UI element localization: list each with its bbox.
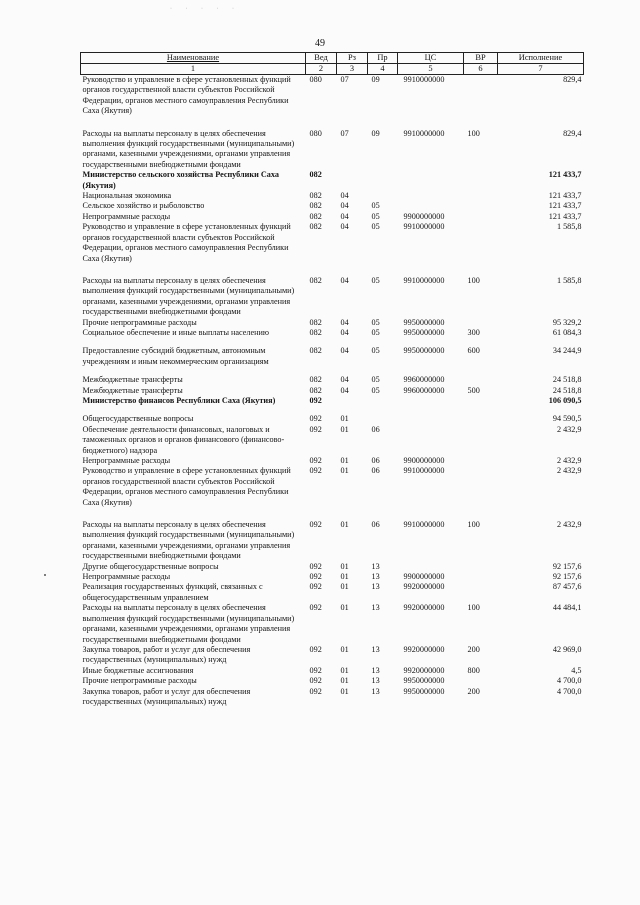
- row-amount: 1 585,8: [556, 275, 582, 285]
- row-amount: 92 157,6: [552, 561, 582, 571]
- row-ved: 082: [309, 191, 322, 201]
- row-cs: 9950000000: [403, 686, 445, 696]
- row-cs: 9910000000: [403, 222, 445, 232]
- row-vr: [464, 425, 498, 456]
- row-amount: 2 432,9: [556, 456, 582, 465]
- row-name: Общегосударственные вопросы: [82, 414, 194, 424]
- row-vr: [464, 466, 498, 520]
- row-vr: [464, 75, 498, 129]
- table-body: [81, 75, 584, 708]
- table-row: [81, 386, 584, 396]
- row-ved: 092: [309, 414, 322, 424]
- table-row: [81, 191, 584, 201]
- table-row: [81, 687, 584, 708]
- row-name: Расходы на выплаты персоналу в целях обеспечения выполнения функций государственными (муниципальными) органами, казенными учреждениями, органами управления государственными внебюджетными фондами: [82, 128, 295, 169]
- header-vr: ВР: [464, 53, 498, 64]
- row-rz: 01: [340, 686, 349, 696]
- row-cs: 9920000000: [403, 644, 445, 654]
- row-name: Министерство финансов Республики Саха (Якутия): [82, 395, 276, 405]
- row-rz: 01: [340, 520, 349, 530]
- row-vr: [464, 456, 498, 466]
- column-number: 4: [368, 64, 398, 75]
- row-ved: 092: [309, 676, 322, 686]
- row-pr: [368, 414, 398, 424]
- row-name: Закупка товаров, работ и услуг для обеспечения государственных (муниципальных) нужд: [82, 644, 251, 665]
- row-cs: 9900000000: [403, 572, 445, 582]
- column-number: 3: [337, 64, 368, 75]
- row-rz: [337, 396, 368, 414]
- row-ved: 080: [309, 128, 322, 138]
- row-cs: 9950000000: [403, 317, 445, 327]
- row-rz: 01: [340, 456, 349, 465]
- row-amount: 2 432,9: [556, 466, 582, 476]
- row-amount: 829,4: [563, 75, 582, 84]
- row-name: Межбюджетные трансферты: [82, 375, 183, 385]
- row-name: Расходы на выплаты персоналу в целях обеспечения выполнения функций государственными (муниципальными) органами, казенными учреждениями, органами управления государственными внебюджетными фондами: [82, 520, 295, 561]
- row-name: Обеспечение деятельности финансовых, налоговых и таможенных органов и органов финансового (финансово-бюджетного) надзора: [82, 424, 285, 455]
- row-pr: 06: [371, 520, 380, 530]
- row-pr: 13: [371, 582, 380, 592]
- row-name: Министерство сельского хозяйства Республики Саха (Якутия): [82, 170, 279, 190]
- row-cs: 9960000000: [403, 375, 445, 385]
- row-pr: 06: [371, 456, 380, 465]
- row-name: Прочие непрограммные расходы: [82, 317, 197, 327]
- table-row: [81, 666, 584, 676]
- table-row: [81, 129, 584, 171]
- table-row: [81, 676, 584, 686]
- table-row: [81, 212, 584, 222]
- row-pr: 13: [371, 561, 380, 571]
- row-rz: 01: [340, 424, 349, 434]
- table-row: [81, 396, 584, 414]
- row-pr: 06: [371, 424, 380, 434]
- row-cs: 9910000000: [403, 466, 445, 476]
- row-cs: [398, 562, 464, 572]
- row-pr: 05: [371, 275, 380, 285]
- row-vr: [464, 582, 498, 603]
- row-amount: 61 084,3: [552, 327, 582, 337]
- row-rz: 04: [340, 201, 349, 211]
- row-vr: [464, 201, 498, 211]
- row-pr: 13: [371, 572, 380, 582]
- row-ved: 082: [309, 346, 322, 356]
- row-rz: 01: [340, 644, 349, 654]
- row-name: Расходы на выплаты персоналу в целях обеспечения выполнения функций государственными (муниципальными) органами, казенными учреждениями, органами управления государственными внебюджетными фондами: [82, 603, 295, 644]
- row-ved: 092: [309, 644, 322, 654]
- row-amount: 121 433,7: [548, 201, 582, 211]
- row-pr: 05: [371, 385, 380, 395]
- row-amount: 94 590,5: [552, 414, 582, 424]
- row-name: Руководство и управление в сфере установленных функций органов государственной власти субъектов Российской Федерации, органов местного самоуправления Республики Саха (Якутия): [82, 75, 291, 116]
- row-vr: 800: [467, 665, 480, 675]
- table-row: [81, 562, 584, 572]
- row-name: Национальная экономика: [82, 191, 172, 201]
- row-vr: 600: [467, 346, 480, 356]
- row-cs: [398, 201, 464, 211]
- column-number-row: [81, 64, 584, 75]
- row-ved: 082: [309, 201, 322, 211]
- row-vr: [464, 191, 498, 201]
- row-vr: 100: [467, 603, 480, 613]
- row-name: Реализация государственных функций, связанных с общегосударственным управлением: [82, 582, 263, 602]
- row-cs: 9910000000: [403, 75, 445, 84]
- row-amount: 92 157,6: [552, 572, 582, 582]
- row-vr: 100: [467, 520, 480, 530]
- row-amount: 2 432,9: [556, 520, 582, 530]
- row-pr: 06: [371, 466, 380, 476]
- column-number: 1: [81, 64, 306, 75]
- column-number: 6: [464, 64, 498, 75]
- row-rz: 04: [340, 222, 349, 232]
- row-amount: 121 433,7: [548, 170, 582, 180]
- row-rz: 04: [340, 211, 349, 221]
- row-amount: 87 457,6: [552, 582, 582, 592]
- table-row: [81, 466, 584, 520]
- row-cs: 9950000000: [403, 327, 445, 337]
- table-row: [81, 318, 584, 328]
- table-row: [81, 222, 584, 276]
- row-pr: 09: [371, 75, 380, 84]
- row-vr: [464, 318, 498, 328]
- row-vr: [464, 676, 498, 686]
- row-name: Непрограммные расходы: [82, 456, 171, 465]
- row-ved: 082: [309, 327, 322, 337]
- row-rz: 01: [340, 603, 349, 613]
- row-vr: [464, 396, 498, 414]
- row-amount: 829,4: [563, 128, 582, 138]
- row-pr: 05: [371, 222, 380, 232]
- column-number: 7: [498, 64, 584, 75]
- row-cs: 9920000000: [403, 665, 445, 675]
- row-pr: 05: [371, 346, 380, 356]
- page-number: 49: [315, 38, 325, 49]
- row-rz: 07: [340, 128, 349, 138]
- row-cs: 9910000000: [403, 275, 445, 285]
- table-row: [81, 603, 584, 645]
- table-row: [81, 425, 584, 456]
- row-amount: 42 969,0: [552, 644, 582, 654]
- row-cs: [398, 425, 464, 456]
- row-name: Непрограммные расходы: [82, 572, 171, 582]
- row-ved: 092: [309, 424, 322, 434]
- row-amount: 2 432,9: [556, 424, 582, 434]
- scan-artifact: · · · · ·: [170, 6, 240, 12]
- table-row: [81, 414, 584, 424]
- row-name: Прочие непрограммные расходы: [82, 676, 197, 686]
- table-row: [81, 520, 584, 562]
- table-row: [81, 582, 584, 603]
- row-rz: 01: [340, 414, 349, 424]
- table-row: [81, 201, 584, 211]
- scan-artifact-dot: [44, 574, 46, 576]
- row-vr: 200: [467, 644, 480, 654]
- row-vr: [464, 572, 498, 582]
- row-amount: 4 700,0: [556, 676, 582, 686]
- row-rz: 04: [340, 346, 349, 356]
- row-pr: [368, 396, 398, 414]
- row-amount: 1 585,8: [556, 222, 582, 232]
- row-cs: 9900000000: [403, 211, 445, 221]
- header-row: [81, 53, 584, 64]
- row-vr: [464, 375, 498, 385]
- row-name: Социальное обеспечение и иные выплаты населению: [82, 327, 269, 337]
- row-pr: 05: [371, 327, 380, 337]
- row-ved: 092: [309, 582, 322, 592]
- row-rz: 04: [340, 191, 349, 201]
- row-name: Расходы на выплаты персоналу в целях обеспечения выполнения функций государственными (муниципальными) органами, казенными учреждениями, органами управления государственными внебюджетными фондами: [82, 275, 295, 317]
- row-rz: 04: [340, 375, 349, 385]
- row-pr: 05: [371, 211, 380, 221]
- row-vr: 300: [467, 327, 480, 337]
- row-vr: 200: [467, 686, 480, 696]
- budget-execution-table: [80, 52, 584, 707]
- row-vr: [464, 414, 498, 424]
- row-cs: [398, 396, 464, 414]
- row-ved: 082: [309, 211, 322, 221]
- row-ved: 082: [309, 375, 322, 385]
- row-rz: 01: [340, 466, 349, 476]
- row-cs: 9950000000: [403, 346, 445, 356]
- row-name: Предоставление субсидий бюджетным, автономным учреждениям и иным некоммерческим организациям: [82, 346, 269, 366]
- row-name: Сельское хозяйство и рыболовство: [82, 201, 205, 211]
- row-amount: 34 244,9: [552, 346, 582, 356]
- row-ved: 082: [309, 385, 322, 395]
- row-rz: 01: [340, 572, 349, 582]
- row-amount: 121 433,7: [548, 211, 582, 221]
- row-pr: 13: [371, 676, 380, 686]
- table-row: [81, 276, 584, 318]
- row-rz: 01: [340, 665, 349, 675]
- row-cs: 9910000000: [403, 520, 445, 530]
- header-rz: Рз: [337, 53, 368, 64]
- row-pr: 05: [371, 317, 380, 327]
- row-ved: 092: [309, 520, 322, 530]
- row-name: Закупка товаров, работ и услуг для обеспечения государственных (муниципальных) нужд: [82, 686, 251, 706]
- row-cs: [398, 191, 464, 201]
- row-pr: 13: [371, 644, 380, 654]
- table-row: [81, 170, 584, 191]
- table-row: [81, 456, 584, 466]
- row-cs: 9920000000: [403, 603, 445, 613]
- row-vr: [464, 170, 498, 191]
- row-rz: 04: [340, 327, 349, 337]
- table-row: [81, 645, 584, 666]
- row-pr: 05: [371, 201, 380, 211]
- table-row: [81, 328, 584, 346]
- row-cs: 9960000000: [403, 385, 445, 395]
- row-amount: 121 433,7: [548, 191, 582, 201]
- table-row: [81, 346, 584, 375]
- table-row: [81, 75, 584, 129]
- row-vr: [464, 562, 498, 572]
- row-vr: 100: [467, 275, 480, 285]
- row-ved: 092: [309, 561, 322, 571]
- row-vr: 500: [467, 385, 480, 395]
- row-ved: 082: [309, 275, 322, 285]
- row-cs: 9910000000: [403, 128, 445, 138]
- row-ved: 082: [309, 222, 322, 232]
- row-pr: [368, 170, 398, 191]
- row-ved: 092: [309, 665, 322, 675]
- row-name: Руководство и управление в сфере установленных функций органов государственной власти субъектов Российской Федерации, органов местного самоуправления Республики Саха (Якутия): [82, 222, 291, 263]
- header-cs: ЦС: [398, 53, 464, 64]
- header-name: Наименование: [81, 53, 306, 64]
- row-ved: 082: [309, 317, 322, 327]
- row-vr: 100: [467, 128, 480, 138]
- row-ved: 092: [309, 466, 322, 476]
- row-name: Непрограммные расходы: [82, 211, 171, 221]
- row-rz: 04: [340, 317, 349, 327]
- row-pr: 05: [371, 375, 380, 385]
- row-vr: [464, 222, 498, 276]
- row-amount: 44 484,1: [552, 603, 582, 613]
- row-pr: 13: [371, 686, 380, 696]
- row-ved: 092: [309, 603, 322, 613]
- row-amount: 4 700,0: [556, 686, 582, 696]
- row-cs: 9900000000: [403, 456, 445, 465]
- row-name: Межбюджетные трансферты: [82, 385, 183, 395]
- row-ved: 092: [309, 686, 322, 696]
- header-amount: Исполнение: [498, 53, 584, 64]
- row-ved: 092: [309, 395, 322, 405]
- row-pr: 13: [371, 665, 380, 675]
- row-name: Иные бюджетные ассигнования: [82, 665, 194, 675]
- row-ved: 080: [309, 75, 322, 84]
- row-amount: 4,5: [571, 665, 582, 675]
- header-ved: Вед: [306, 53, 337, 64]
- table-row: [81, 572, 584, 582]
- row-pr: [368, 191, 398, 201]
- row-amount: 24 518,8: [552, 385, 582, 395]
- row-cs: 9950000000: [403, 676, 445, 686]
- row-name: Руководство и управление в сфере установленных функций органов государственной власти субъектов Российской Федерации, органов местного самоуправления Республики Саха (Якутия): [82, 466, 291, 507]
- row-cs: [398, 414, 464, 424]
- table-row: [81, 375, 584, 385]
- row-cs: [398, 170, 464, 191]
- row-rz: 01: [340, 676, 349, 686]
- row-pr: 09: [371, 128, 380, 138]
- row-rz: 04: [340, 385, 349, 395]
- row-ved: 092: [309, 572, 322, 582]
- row-name: Другие общегосударственные вопросы: [82, 561, 219, 571]
- row-rz: [337, 170, 368, 191]
- row-rz: 01: [340, 582, 349, 592]
- row-amount: 106 090,5: [548, 395, 582, 405]
- row-cs: 9920000000: [403, 582, 445, 592]
- column-number: 2: [306, 64, 337, 75]
- row-vr: [464, 212, 498, 222]
- row-pr: 13: [371, 603, 380, 613]
- row-amount: 95 329,2: [552, 317, 582, 327]
- column-number: 5: [398, 64, 464, 75]
- row-rz: 04: [340, 275, 349, 285]
- row-rz: 01: [340, 561, 349, 571]
- header-pr: Пр: [368, 53, 398, 64]
- row-amount: 24 518,8: [552, 375, 582, 385]
- row-rz: 07: [340, 75, 349, 84]
- row-ved: 092: [309, 456, 322, 465]
- row-ved: 082: [309, 170, 322, 180]
